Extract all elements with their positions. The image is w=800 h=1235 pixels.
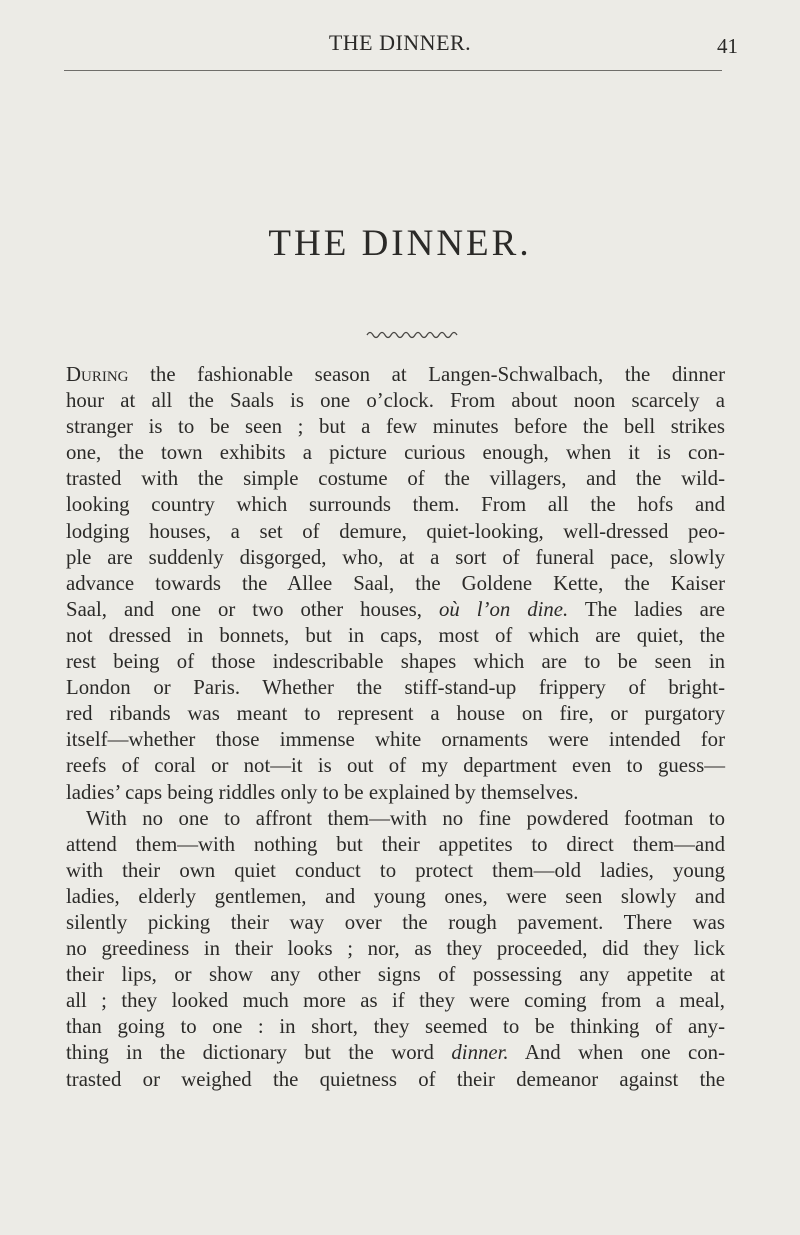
text-line: attend them—with nothing but their appetites to direct them—and bbox=[66, 832, 725, 856]
chapter-title: THE DINNER. bbox=[268, 223, 532, 264]
text-line: rest being of those indescribable shapes which are to be seen in bbox=[66, 650, 725, 674]
text-line: ple are suddenly disgorged, who, at a sort of funeral pace, slowly bbox=[66, 545, 725, 569]
text-line: lodging houses, a set of demure, quiet-looking, well-dressed peo- bbox=[66, 519, 725, 543]
text-line: trasted with the simple costume of the villagers, and the wild- bbox=[66, 467, 725, 491]
text-line: ladies, elderly gentlemen, and young ones, were seen slowly and bbox=[66, 884, 725, 908]
italic-word: dinner. bbox=[451, 1041, 509, 1065]
body-text bbox=[66, 362, 725, 1093]
text-line: itself—whether those immense white ornaments were intended for bbox=[66, 728, 725, 752]
text-line: no greediness in their looks ; nor, as they proceeded, did they lick bbox=[66, 937, 725, 961]
header-rule bbox=[64, 70, 722, 71]
text-line: not dressed in bonnets, but in caps, most of which are quiet, the bbox=[66, 623, 725, 647]
text-line: With no one to affront them—with no fine powdered footman to bbox=[86, 806, 725, 830]
text-line: thing in the dictionary but the word dinner. And when one con- bbox=[66, 1041, 726, 1065]
text-line: all ; they looked much more as if they were coming from a meal, bbox=[66, 989, 725, 1013]
text-line: red ribands was meant to represent a house on fire, or purgatory bbox=[66, 702, 725, 726]
text-line: hour at all the Saals is one o’clock. From about noon scarcely a bbox=[66, 389, 725, 413]
text-line: stranger is to be seen ; but a few minutes before the bell strikes bbox=[66, 415, 725, 439]
running-head bbox=[0, 30, 800, 60]
text-line: silently picking their way over the rough pavement. There was bbox=[66, 910, 725, 934]
text-line: Saal, and one or two other houses, où l’on dine. The ladies are bbox=[66, 597, 726, 621]
text-line: with their own quiet conduct to protect them—old ladies, young bbox=[66, 858, 725, 882]
text-line: ladies’ caps being riddles only to be explained by themselves. bbox=[66, 780, 579, 804]
text-line: one, the town exhibits a picture curious enough, when it is con- bbox=[66, 441, 725, 465]
text-line: their lips, or show any other signs of possessing any appetite at bbox=[66, 963, 725, 987]
text-line: trasted or weighed the quietness of their demeanor against the bbox=[66, 1067, 725, 1091]
running-head-title: THE DINNER. bbox=[328, 30, 472, 55]
text-line: than going to one : in short, they seemed to be thinking of any- bbox=[66, 1015, 725, 1039]
text-line: London or Paris. Whether the stiff-stand-up frippery of bright- bbox=[66, 676, 725, 700]
page-number: 41 bbox=[717, 34, 738, 58]
text-line: advance towards the Allee Saal, the Goldene Kette, the Kaiser bbox=[66, 571, 725, 595]
text-line: looking country which surrounds them. From all the hofs and bbox=[66, 493, 725, 517]
italic-phrase: où l’on dine. bbox=[438, 597, 569, 621]
text-line: During the fashionable season at Langen-Schwalbach, the dinner bbox=[66, 363, 725, 386]
wavy-ornament bbox=[366, 328, 458, 340]
dropcap-word: During bbox=[66, 363, 129, 386]
text-line: reefs of coral or not—it is out of my department even to guess— bbox=[66, 754, 725, 778]
